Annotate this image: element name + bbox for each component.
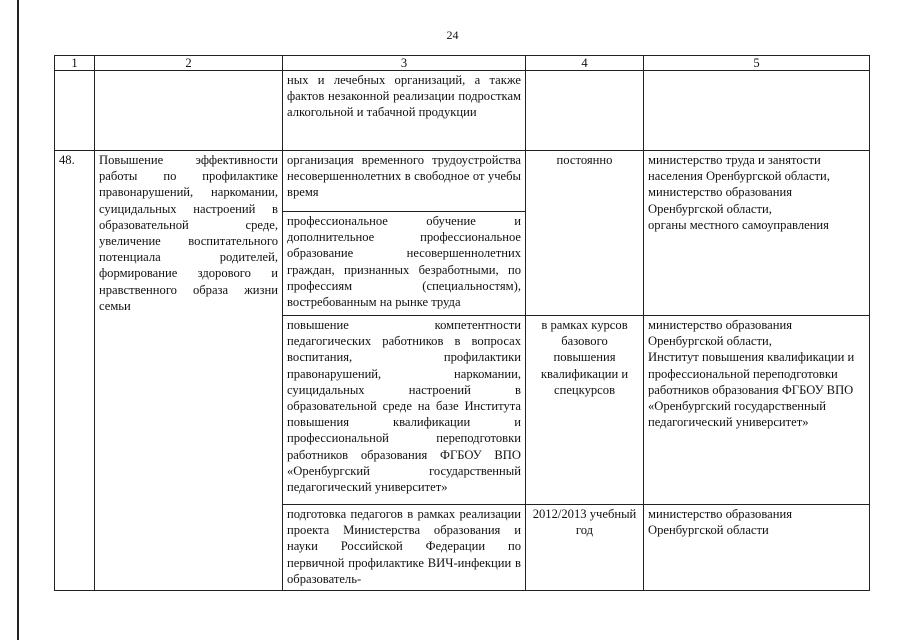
header-cell-5: 5	[644, 56, 870, 71]
continued-responsible-cell	[644, 71, 870, 151]
activity-3-text: повышение компетентности педагогических работников в вопросах воспитания, профилактики правонарушений, наркомании, суицидальных настроений в образовательной среде на базе Института повышения квалификации и профессиональной переподготовки работников образования ФГБОУ ВПО «Оренбургский государственный педагогический университет»	[283, 316, 526, 505]
activity-3-responsible: министерство образования Оренбургской области, Институт повышения квалификации и профессиональной переподготовки работников образования ФГБОУ ВПО «Оренбургский государственный педагогический университет»	[644, 316, 870, 505]
continued-measure-cell	[95, 71, 283, 151]
activity-3-term: в рамках курсов базового повышения квалификации и спецкурсов	[526, 316, 644, 505]
row-48-a	[55, 151, 870, 212]
continued-activity-cell: ных и лечебных организаций, а также фактов незаконной реализации подросткам алкогольной и табачной продукции	[283, 71, 526, 151]
header-cell-3: 3	[283, 56, 526, 71]
continued-row	[55, 71, 870, 151]
continued-term-cell	[526, 71, 644, 151]
header-row	[55, 56, 870, 71]
activity-1-term: постоянно	[526, 151, 644, 316]
header-cell-2: 2	[95, 56, 283, 71]
header-cell-1: 1	[55, 56, 95, 71]
activity-1-text: организация временного трудоустройства несовершеннолетних в свободное от учебы время	[283, 151, 526, 212]
header-cell-4: 4	[526, 56, 644, 71]
row-48-number: 48.	[55, 151, 95, 591]
activity-2-text: профессиональное обучение и дополнительное профессиональное образование несовершеннолетних граждан, признанных безработными, по профессиям (специальностям), востребованным на рынке труда	[283, 212, 526, 316]
page-edge-bar	[17, 0, 19, 640]
activity-1-responsible: министерство труда и занятости населения Оренбургской области, министерство образования Оренбургской области, органы местного самоуправления	[644, 151, 870, 316]
row-48-measure: Повышение эффективности работы по профилактике правонарушений, наркомании, суицидальных настроений в образовательной среде, увеличение воспитательного потенциала родителей, формирование здорового и нравственного образа жизни семьи	[95, 151, 283, 591]
measures-table	[54, 55, 870, 591]
page-number: 24	[446, 28, 459, 42]
activity-4-term: 2012/2013 учебный год	[526, 505, 644, 591]
activity-4-responsible: министерство образования Оренбургской области	[644, 505, 870, 591]
activity-4-text: подготовка педагогов в рамках реализации проекта Министерства образования и науки Российской Федерации по первичной профилактике ВИЧ-инфекции в образователь-	[283, 505, 526, 591]
continued-num-cell	[55, 71, 95, 151]
